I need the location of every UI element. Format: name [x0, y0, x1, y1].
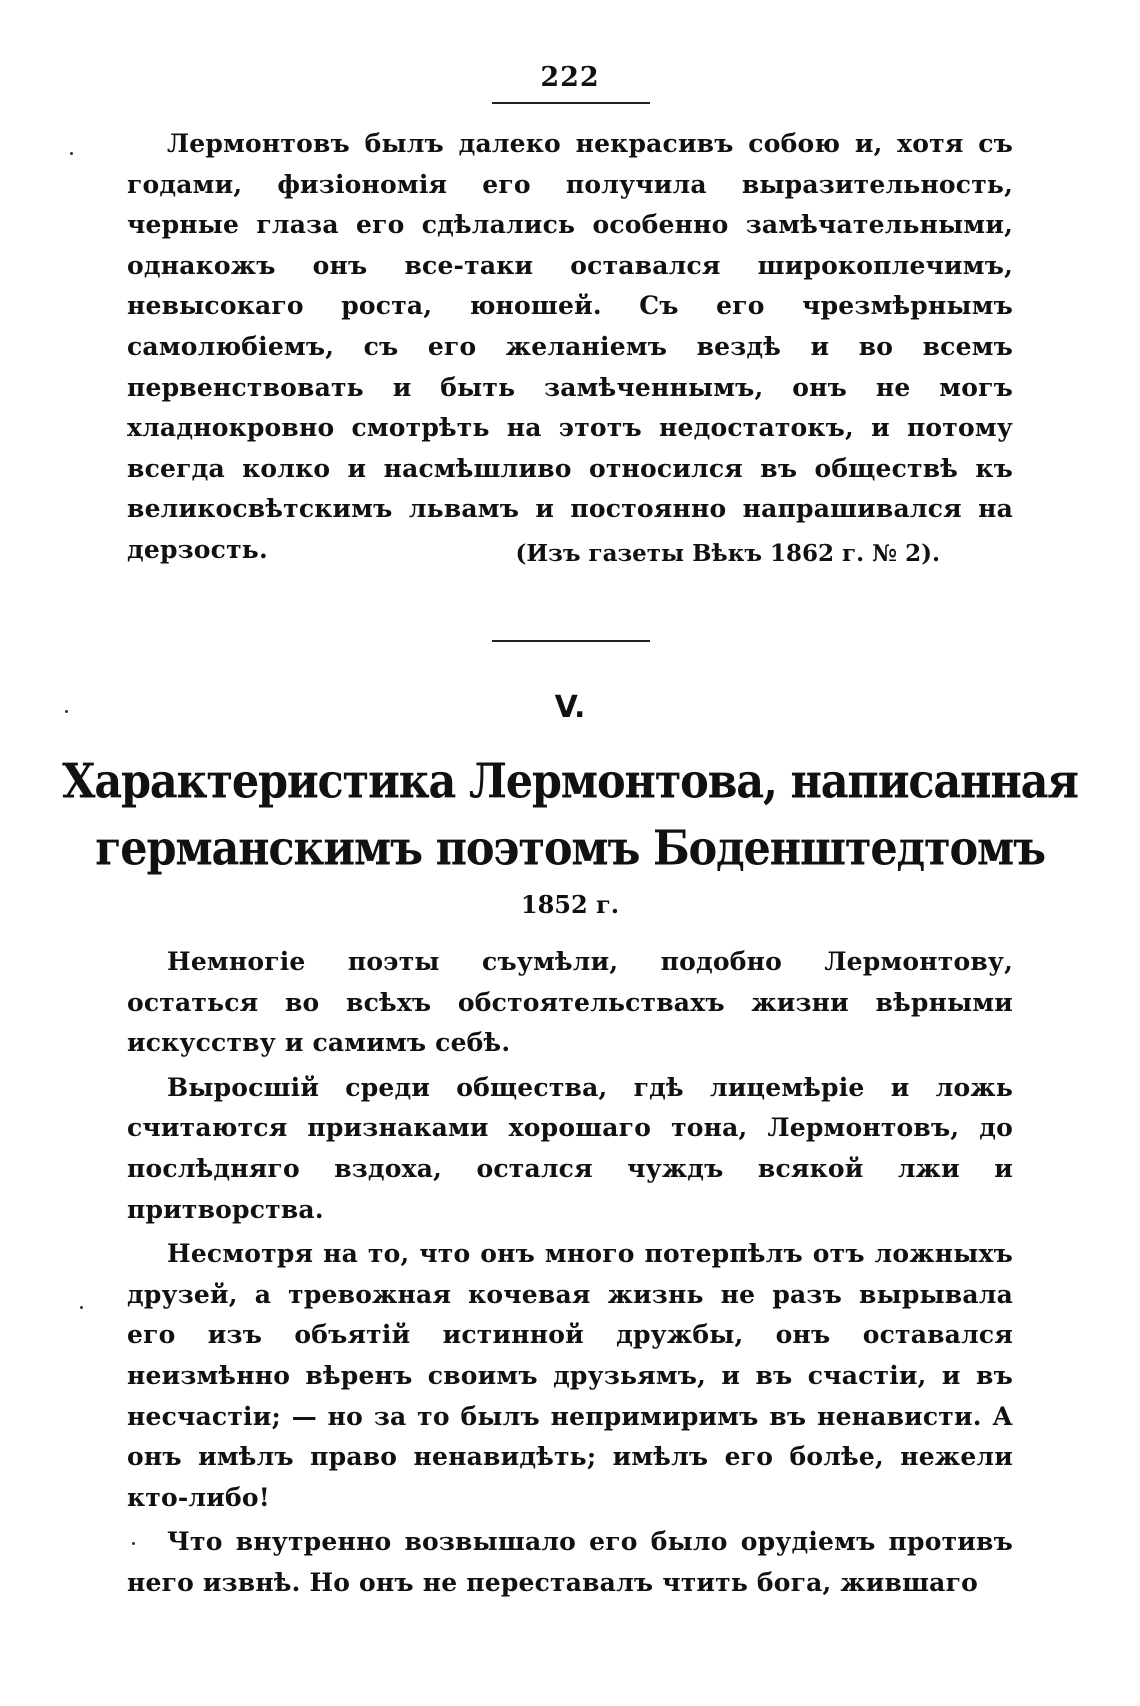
print-speck — [70, 152, 73, 155]
print-speck — [65, 710, 68, 713]
print-speck — [80, 1306, 83, 1309]
excerpt-block — [127, 124, 1013, 571]
body-paragraph: Несмотря на то, что онъ много потерпѣлъ отъ ложныхъ друзей, а тревожная кочевая жизнь не разъ вырывала его изъ объятій истинной дружбы, онъ оставался неизмѣнно вѣренъ своимъ друзьямъ, и въ счастіи, и въ несчастіи; — но за то былъ непримиримъ въ ненависти. А онъ имѣлъ право ненавидѣть; имѣлъ его болѣе, нежели кто-либо! — [127, 1239, 1013, 1512]
header-rule — [492, 102, 650, 104]
section-year: 1852 г. — [520, 890, 620, 919]
body-paragraph: Выросшій среди общества, гдѣ лицемѣріе и ложь считаются признаками хорошаго тона, Лермонтовъ, до послѣдняго вздоха, остался чуждъ всякой лжи и притворства. — [127, 1072, 1013, 1224]
section-number: V. — [554, 690, 586, 725]
section-body — [127, 942, 1013, 1608]
section-title-line-1: Характеристика Лермонтова, написанная — [62, 753, 1078, 810]
print-speck — [132, 1542, 135, 1545]
excerpt-paragraph: Лермонтовъ былъ далеко некрасивъ собою и, хотя съ годами, физіономія его получила выразительность, черные глаза его сдѣлались особенно замѣчательными, однакожъ онъ все-таки оставался широкоплечимъ, невысокаго роста, юношей. Съ его чрезмѣрнымъ самолюбіемъ, съ его желаніемъ вездѣ и во всемъ первенствовать и быть замѣченнымъ, онъ не могъ хладнокровно смотрѣть на этотъ недостатокъ, и потому всегда колко и насмѣшливо относился въ обществѣ къ великосвѣтскимъ львамъ и постоянно напрашивался на дерзость. — [127, 129, 1013, 564]
body-paragraph: Что внутренно возвышало его было орудіемъ противъ него извнѣ. Но онъ не переставалъ чтить бога, жившаго — [127, 1527, 1013, 1597]
excerpt-source: (Изъ газеты Вѣкъ 1862 г. № 2). — [515, 540, 940, 567]
section-separator — [492, 640, 650, 642]
page-number: 222 — [540, 62, 600, 93]
body-paragraph: Немногіе поэты съумѣли, подобно Лермонтову, остаться во всѣхъ обстоятельствахъ жизни вѣрными искусству и самимъ себѣ. — [127, 947, 1013, 1058]
section-title — [40, 748, 1100, 882]
section-title-line-2: германскимъ поэтомъ Боденштедтомъ — [95, 820, 1045, 877]
